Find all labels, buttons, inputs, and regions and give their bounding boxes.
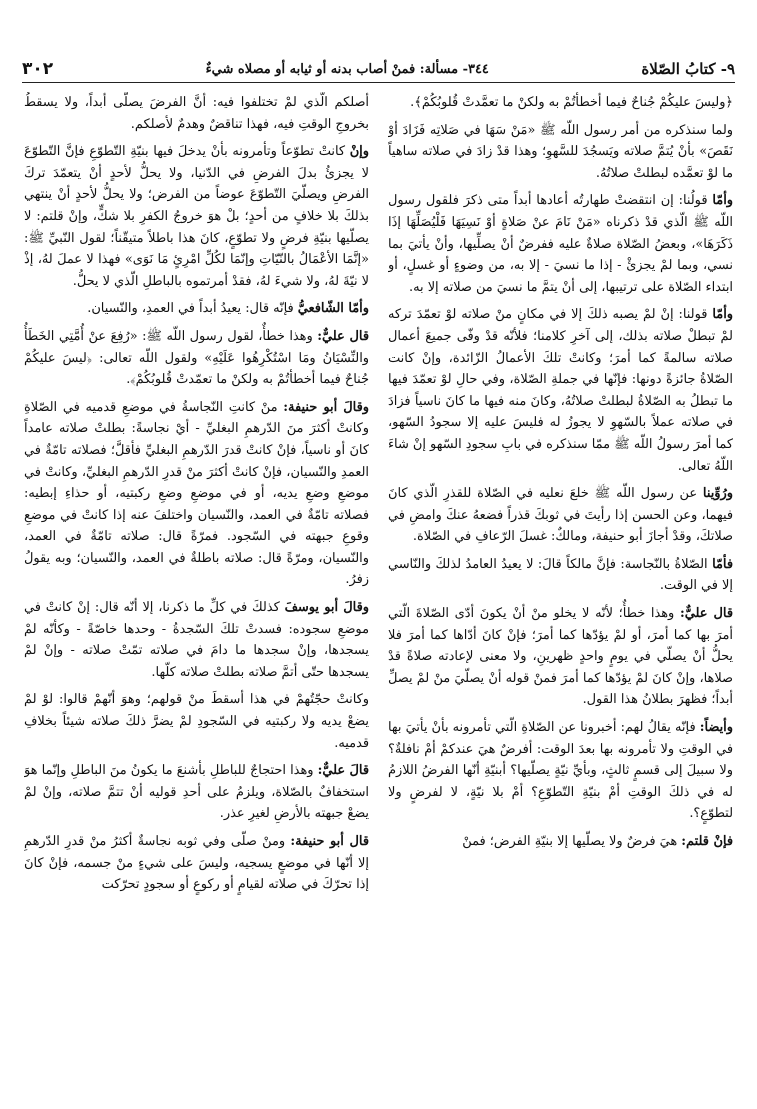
paragraph-text: وكانتْ حجّتُهمْ في هذا أسقطَ منْ قولهم؛ وهوَ أنّهمْ قالوا: لوْ لمْ يضعْ يديه ولا ركبتيه في السّجودِ لمْ يضرَّ ذلكَ صلاته شيئاً بخلافِ قدميه. (24, 692, 369, 751)
paragraph (388, 831, 733, 853)
paragraph-text: وهذا احتجاجٌ للباطلِ بأشنعَ ما يكونُ منَ الباطلِ وإنّما هوَ استخفافٌ بالصّلاة، ويلزمُ على أحدِ قوليه أنْ تتمَّ صلاته، وإنْ لمْ يضعْ جبهته بالأرضِ لغيرِ عذر. (24, 763, 369, 822)
paragraph (388, 120, 733, 185)
paragraph (388, 554, 733, 597)
paragraph-text: كذلكَ في كلِّ ما ذكرنا، إلا أنّه قال: إنْ كانتْ في موضعِ سجوده: فسدتْ تلكَ السّجدةُ - وحدها خاصّةً - وكأنّه لمْ يسجدها، وإنْ سجدها ما دامَ في صلاته تمّتْ صلاته - وإنْ لمْ يسجدها حتّى أتمَّ صلاته بطلتْ صلاته كلّها. (24, 600, 369, 680)
paragraph-lead: فإنْ قلتم: (681, 834, 733, 849)
paragraph-text: فإنّه يقالُ لهم: أخبرونا عن الصّلاةِ الّتي تأمرونه بأنْ يأتيَ بها في الوقتِ ولا تأمرونه بها بعدَ الوقت: أفرضٌ هيَ عندكمْ أمْ نافلةٌ؟ ولا سبيلَ إلى قسمٍ ثالثٍ، وبأيِّ نيّةٍ يصلّيها؟ أبنيّةِ أنّها الفرضُ اللازمُ له في ذلكَ الوقتِ أمْ بنيّةِ التّطوّعِ؟ أمْ بلا نيّةٍ، لا لفرضٍ ولا لتطوّعٍ؟. (388, 720, 733, 822)
paragraph-text: منْ كانتِ النّجاسةُ في موضعِ قدميه في الصّلاةِ وكانتْ أكثرَ منَ الدّرهمِ البغليِّ - أيْ نجاسةً: بطلتْ صلاته عامداً كانَ أو ناسياً، فإنْ كانتْ قدرَ الدّرهمِ البغليِّ فأقلَّ؛ فصلاته تامّةٌ في العمدِ والنّسيان، فإنْ كانتْ أكثرَ منْ قدرِ الدّرهمِ البغليِّ، وكانتْ في موضعِ وضعِ يديه، أو في موضعِ وضعِ ركبتيه، أو حذاءِ إبطيه: فصلاته تامّةٌ في العمد، والنّسيان واختلفَ عنه إذا كانتْ في موضعِ وقوعِ جبهته في السّجود. فمرّةً قال: صلاته تامّةٌ في العمد، والنّسيان، ومرّةً قال: صلاته باطلةٌ في العمد، والنّسيان؛ وبه يقولُ زفرُ. (24, 399, 369, 588)
paragraph-lead: قالَ عليٌّ: (317, 763, 369, 779)
paragraph-lead: قال عليٌّ: (679, 606, 733, 622)
paragraph-lead: فأمّا (712, 556, 733, 572)
paragraph-text: ﴿وليسَ عليكُمْ جُناحٌ فيما أخطأتُمْ به ولكنْ ما تعمَّدتْ قُلوبُكُمْ﴾. (410, 95, 733, 110)
paragraph-text: ولما سنذكره من أمر رسول اللّه ﷺ «مَنْ سَهَا في صَلاتِه فَزَادَ أوْ نَقَصَ» بأنْ يُتمَّ صلاته ويَسجُدَ للسَّهوِ؛ وهذا قدْ زادَ في صلاته ساهياً ما لوْ تعمَّده لبطلتْ صلاتُهُ. (388, 122, 733, 181)
paragraph (388, 717, 733, 825)
paragraph-text: وهذا خطأٌ؛ لأنّه لا يخلو منْ أنْ يكونَ أدّى الصّلاةَ الّتي أمرَ بها كما أمرَ، أو لمْ يؤدّها كما أمرَ؛ فإنْ كانَ أدّاها كما أمرَ فلا يحلُّ أنْ يصلّي في يومٍ واحدٍ ظهرينِ، ولا معنى لإعادته صلاةً قدْ صلاها، وإنْ كانَ لمْ يؤدّها كما أمرَ فمنْ قوله أنْ يصلّيَ منْ لمْ يصلِّ أبداً؛ فظهرَ بطلانُ هذا القول. (388, 606, 733, 708)
page-number: ٣٠٢ (22, 59, 54, 79)
paragraph-text: هيَ فرضٌ ولا يصلّيها إلا بنيّةِ الفرض؛ فمنْ (462, 834, 682, 849)
paragraph (24, 298, 369, 320)
paragraph-lead: قال أبو حنيفة: (290, 834, 369, 849)
paragraph (388, 92, 733, 114)
right-column (388, 92, 733, 1097)
paragraph-lead: ورُوِّينا (702, 486, 733, 502)
paragraph (24, 831, 369, 896)
paragraph (388, 304, 733, 477)
paragraph-text: فإنّه قال: يعيدُ أبداً في العمدِ، والنّسيان. (87, 301, 298, 317)
paragraph (24, 597, 369, 683)
paragraph-lead: وأمّا (712, 307, 733, 323)
paragraph-lead: وقالَ أبو حنيفة: (283, 399, 369, 415)
paragraph (24, 141, 369, 292)
paragraph-lead: وأمّا الشّافعيُّ (297, 301, 369, 317)
paragraph-lead: وقالَ أبو يوسفَ (284, 600, 369, 616)
paragraph (24, 326, 369, 391)
paragraph (388, 483, 733, 548)
paragraph-text: قولُنا: إن انتقضتْ طهارتُه أعادها أبداً متى ذكرَ فلقول رسول اللّه ﷺ الّذي قدْ ذكرناه «مَنْ نَامَ عنْ صَلاةٍ أوْ نَسِيَهَا فَلْيُصَلِّهَا إذَا ذَكَرَهَا»، وبعضُ الصّلاة صلاةٌ عليه ففرضٌ أنْ يصلِّيها، وأنْ يأتيَ بما نسي، وبما لمْ يجزئْ - إذا ما نسيَ - إلا به، من وضوءٍ أو غسلٍ، أو ابتداء الصّلاة على ترتيبها، إلى أنْ يتمَّ ما نسيَ من صلاته إلا به. (388, 193, 733, 295)
paragraph (388, 190, 733, 298)
running-title: ٣٤٤- مسألة: فمنْ أصاب بدنه أو ثيابه أو مصلاه شيءٌ (205, 61, 489, 77)
paragraph-lead: قال عليٌّ: (317, 328, 369, 344)
chapter-title: ٩- كتابُ الصّلاة (641, 60, 735, 78)
paragraph-text: وهذا خطأٌ، لقول رسول اللّه ﷺ: «رُفِعَ عنْ أُمَّتِي الخَطَأُ والنِّسْيَانُ ومَا اسْتُكْرِهُوا عَلَيْهِ» ولقول اللّه تعالى: ﴿ليسَ عليكُمْ جُناحٌ فيما أخطأتُمْ به ولكنْ ما تعمّدتْ قُلوبُكُمْ﴾. (24, 328, 369, 388)
left-column (24, 92, 369, 1097)
page-header (22, 56, 735, 83)
paragraph (24, 760, 369, 825)
text-columns (24, 92, 733, 1097)
paragraph (24, 397, 369, 591)
paragraph-text: كانتْ تطوّعاً وتأمرونه بأنْ يدخلَ فيها بنيّةِ التّطوّعِ فإنَّ التّطوّعَ لا يجزئُ بدلَ الفرضِ في الدّنيا، ولا يحلُّ لأحدٍ أنْ يتعمّدَ تركَ الفرضِ ويصلّيَ التّطوّعَ عوضاً من الفرض؛ ولا يحلُّ لأحدٍ أنْ ينتهي بذلكَ بلا خلافٍ من أحدٍ؛ بلْ هوَ خروجُ الكفرِ بلا شكٍّ، وإنْ قلتم: لا يصلّيها بنيّةِ فرضٍ ولا تطوّعٍ، كانَ هذا باطلاً متيقّناً؛ لقول النّبيِّ ﷺ: «إنَّمَا الأعْمَالُ بالنّيّاتِ وإنّمَا لكُلِّ امْرِئٍ مَا نَوَى» فهذا لا عملَ لهُ، إذْ لا نيّةَ لهُ، ولا شيءَ لهُ، فقدْ أمرتموه بالباطلِ الّذي لا يحلُّ. (24, 144, 369, 289)
paragraph-lead: وأيضاً: (699, 720, 733, 736)
paragraph (24, 92, 369, 135)
paragraph (24, 689, 369, 754)
paragraph (388, 603, 733, 711)
paragraph-text: الصّلاةُ بالنّجاسة: فإنَّ مالكاً قالَ: لا يعيدُ العامدُ لذلكَ والنّاسي إلا في الوقت. (388, 556, 733, 594)
paragraph-text: ومنْ صلّى وفي ثوبه نجاسةٌ أكثرُ منْ قدرِ الدّرهمِ إلا أنّها في موضعٍ يسجيه، وليسَ على شيءٍ منْ جسمه، فإنْ كانَ إذا تحرّكَ في صلاته لقيامٍ أو ركوعٍ أو سجودٍ تحرّكت (24, 834, 369, 893)
paragraph-lead: وإنْ (349, 144, 369, 160)
paragraph-text: عن رسول اللّه ﷺ خلعَ نعليه في الصّلاة للقذرِ الّذي كانَ فيهما، وعن الحسن إذا رأيتَ في ثوبكَ قذراً فضعهُ عنكَ وامضِ في صلاتكَ، وقدْ أجازَ أبو حنيفة، ومالكٌ: غسلَ الرّعافِ في الصّلاة. (388, 486, 733, 545)
paragraph-lead: وأمّا (712, 193, 733, 209)
paragraph-text: أصلكم الّذي لمْ تختلفوا فيه: أنَّ الفرضَ يصلّى أبداً، ولا يسقطُ بخروجِ الوقتِ فيه، فهذا تناقضٌ وهدمٌ لأصلكم. (24, 95, 369, 132)
paragraph-text: قولنا: إنْ لمْ يصبه ذلكَ إلا في مكانٍ منْ صلاته لوْ تعمّدَ تركه لمْ تبطلْ صلاته بذلك، إلى آخرِ كلامنا؛ فلأنّه قدْ وفّى جميعَ أعمال صلاته سالمةً كما أمرَ؛ وكانتْ تلكَ الأعمالُ الزّائدة، وإنْ كانت الصّلاةُ جائزةً دونها: فإنّها في جملةِ الصّلاة، وفي حالِ لوْ تعمّدَ فيها ما تبطلُ به الصّلاةُ لبطلتْ صلاتُهُ، وكانَ منه فيها ما كانَ ناسياً فزادَ في صلاته عملاً بالسّهوِ لا يجوزُ له فليسَ عليه إلا سجودُ السّهو، كما أمرَ رسولُ اللّه ﷺ ممّا سنذكره في بابِ سجودِ السّهو إنْ شاءَ اللّهُ تعالى. (388, 307, 733, 474)
